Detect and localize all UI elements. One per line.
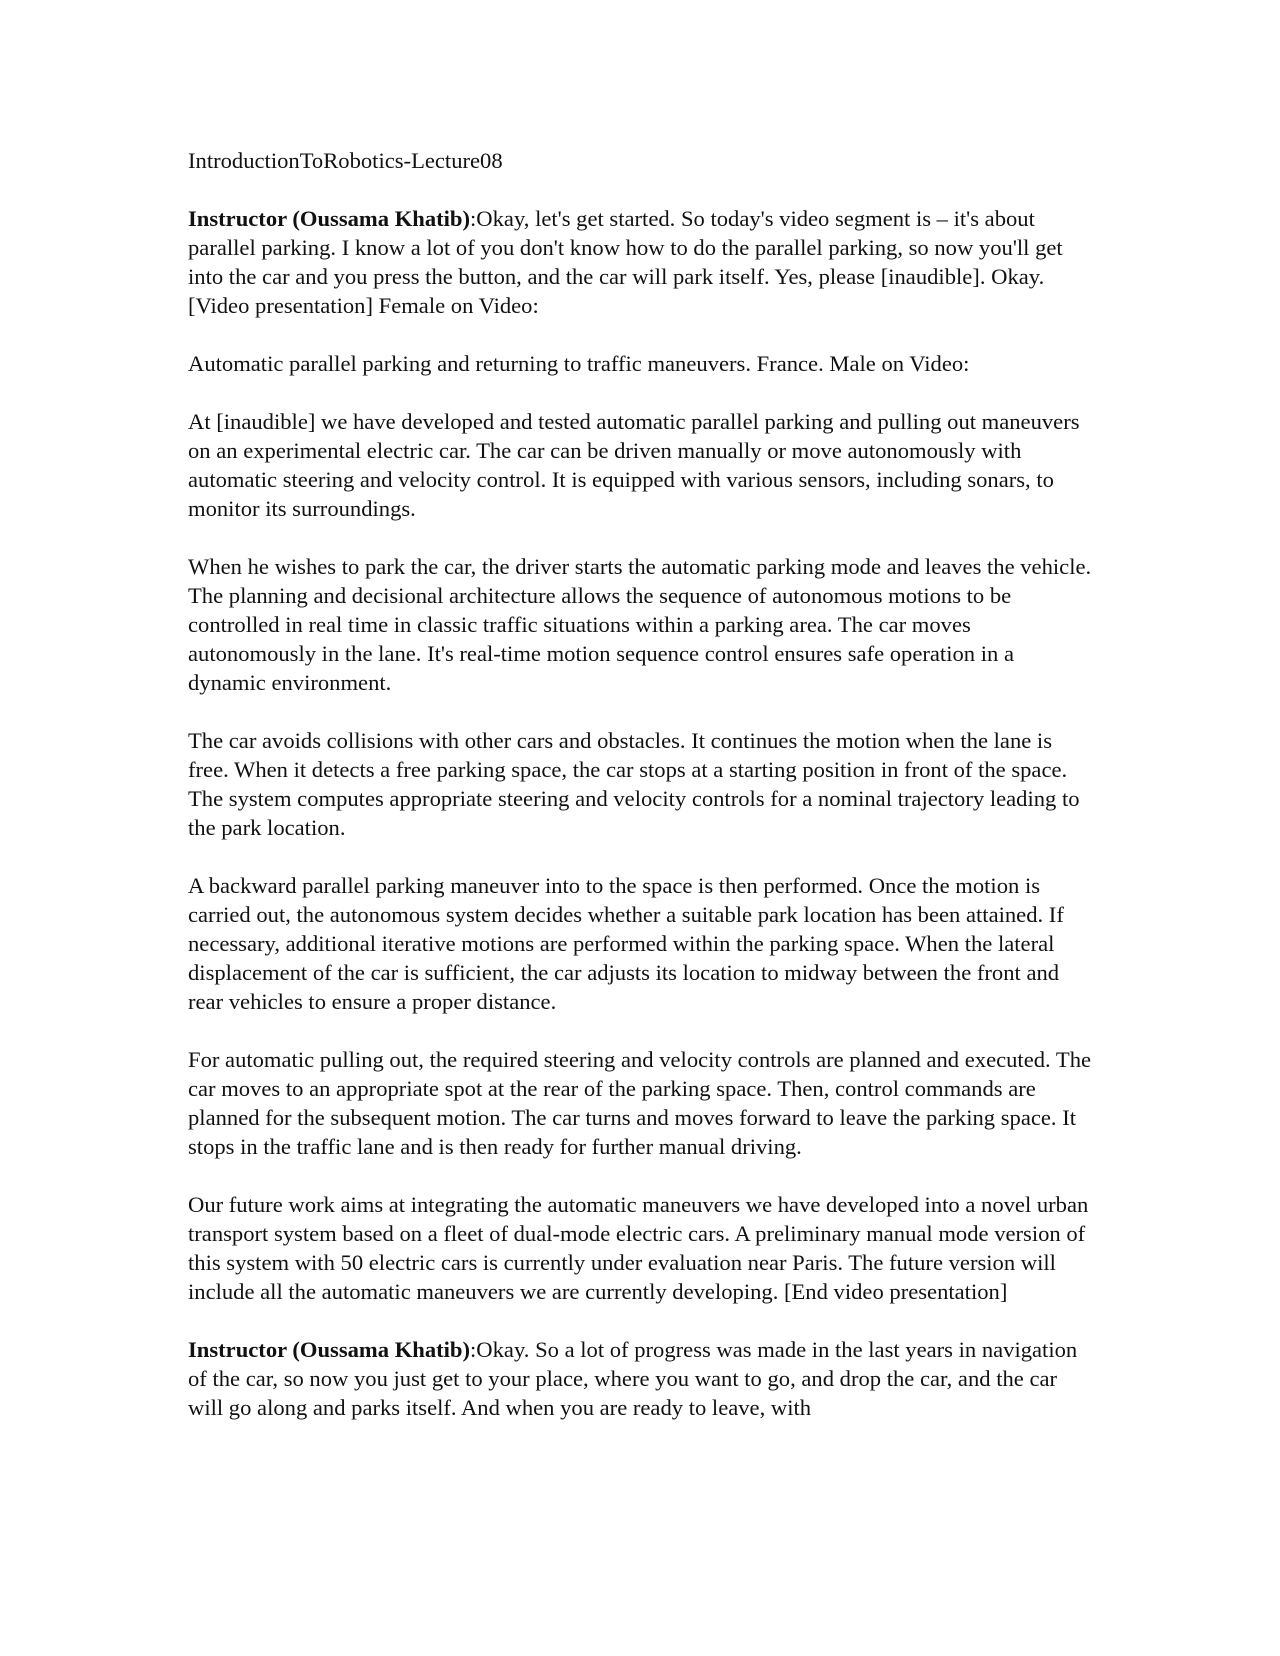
paragraph-9 (188, 1335, 1093, 1422)
paragraph-5: The car avoids collisions with other cars and obstacles. It continues the motion when the lane is free. When it detects a free parking space, the car stops at a starting position in front of the space. The system computes appropriate steering and velocity controls for a nominal trajectory leading to the park location. (188, 728, 1080, 840)
document-body (188, 146, 1093, 1451)
paragraph-3: At [inaudible] we have developed and tested automatic parallel parking and pulling out maneuvers on an experimental electric car. The car can be driven manually or move autonomously with automatic steering and velocity control. It is equipped with various sensors, including sonars, to monitor its surroundings. (188, 409, 1080, 521)
paragraph-text: :Okay. So a lot of progress was made in the last years in navigation of the car, so now you just get to your place, where you want to go, and drop the car, and the car will go along and parks itself. And when you are ready to leave, with (188, 1337, 1078, 1420)
paragraph-4: When he wishes to park the car, the driver starts the automatic parking mode and leaves the vehicle. The planning and decisional architecture allows the sequence of autonomous motions to be controlled in real time in classic traffic situations within a parking area. The car moves autonomously in the lane. It's real-time motion sequence control ensures safe operation in a dynamic environment. (188, 554, 1092, 695)
paragraph-8: Our future work aims at integrating the automatic maneuvers we have developed into a novel urban transport system based on a fleet of dual-mode electric cars. A preliminary manual mode version of this system with 50 electric cars is currently under evaluation near Paris. The future version will include all the automatic maneuvers we are currently developing. [End video presentation] (188, 1192, 1089, 1304)
paragraph-6: A backward parallel parking maneuver into to the space is then performed. Once the motion is carried out, the autonomous system decides whether a suitable park location has been attained. If necessary, additional iterative motions are performed within the parking space. When the lateral displacement of the car is sufficient, the car adjusts its location to midway between the front and rear vehicles to ensure a proper distance. (188, 873, 1064, 1014)
document-title: IntroductionToRobotics-Lecture08 (188, 148, 503, 173)
paragraph-7: For automatic pulling out, the required steering and velocity controls are planned and executed. The car moves to an appropriate spot at the rear of the parking space. Then, control commands are planned for the subsequent motion. The car turns and moves forward to leave the parking space. It stops in the traffic lane and is then ready for further manual driving. (188, 1047, 1092, 1159)
speaker-name: Instructor (Oussama Khatib) (188, 206, 471, 231)
paragraph-2: Automatic parallel parking and returning to traffic maneuvers. France. Male on Video: (188, 351, 970, 376)
paragraph-text: :Okay, let's get started. So today's video segment is – it's about parallel parking. I know a lot of you don't know how to do the parallel parking, so now you'll get into the car and you press the button, and the car will park itself. Yes, please [inaudible]. Okay. [Video presentation] Female on Video: (188, 206, 1063, 318)
speaker-name: Instructor (Oussama Khatib) (188, 1337, 471, 1362)
paragraph-1 (188, 204, 1093, 320)
